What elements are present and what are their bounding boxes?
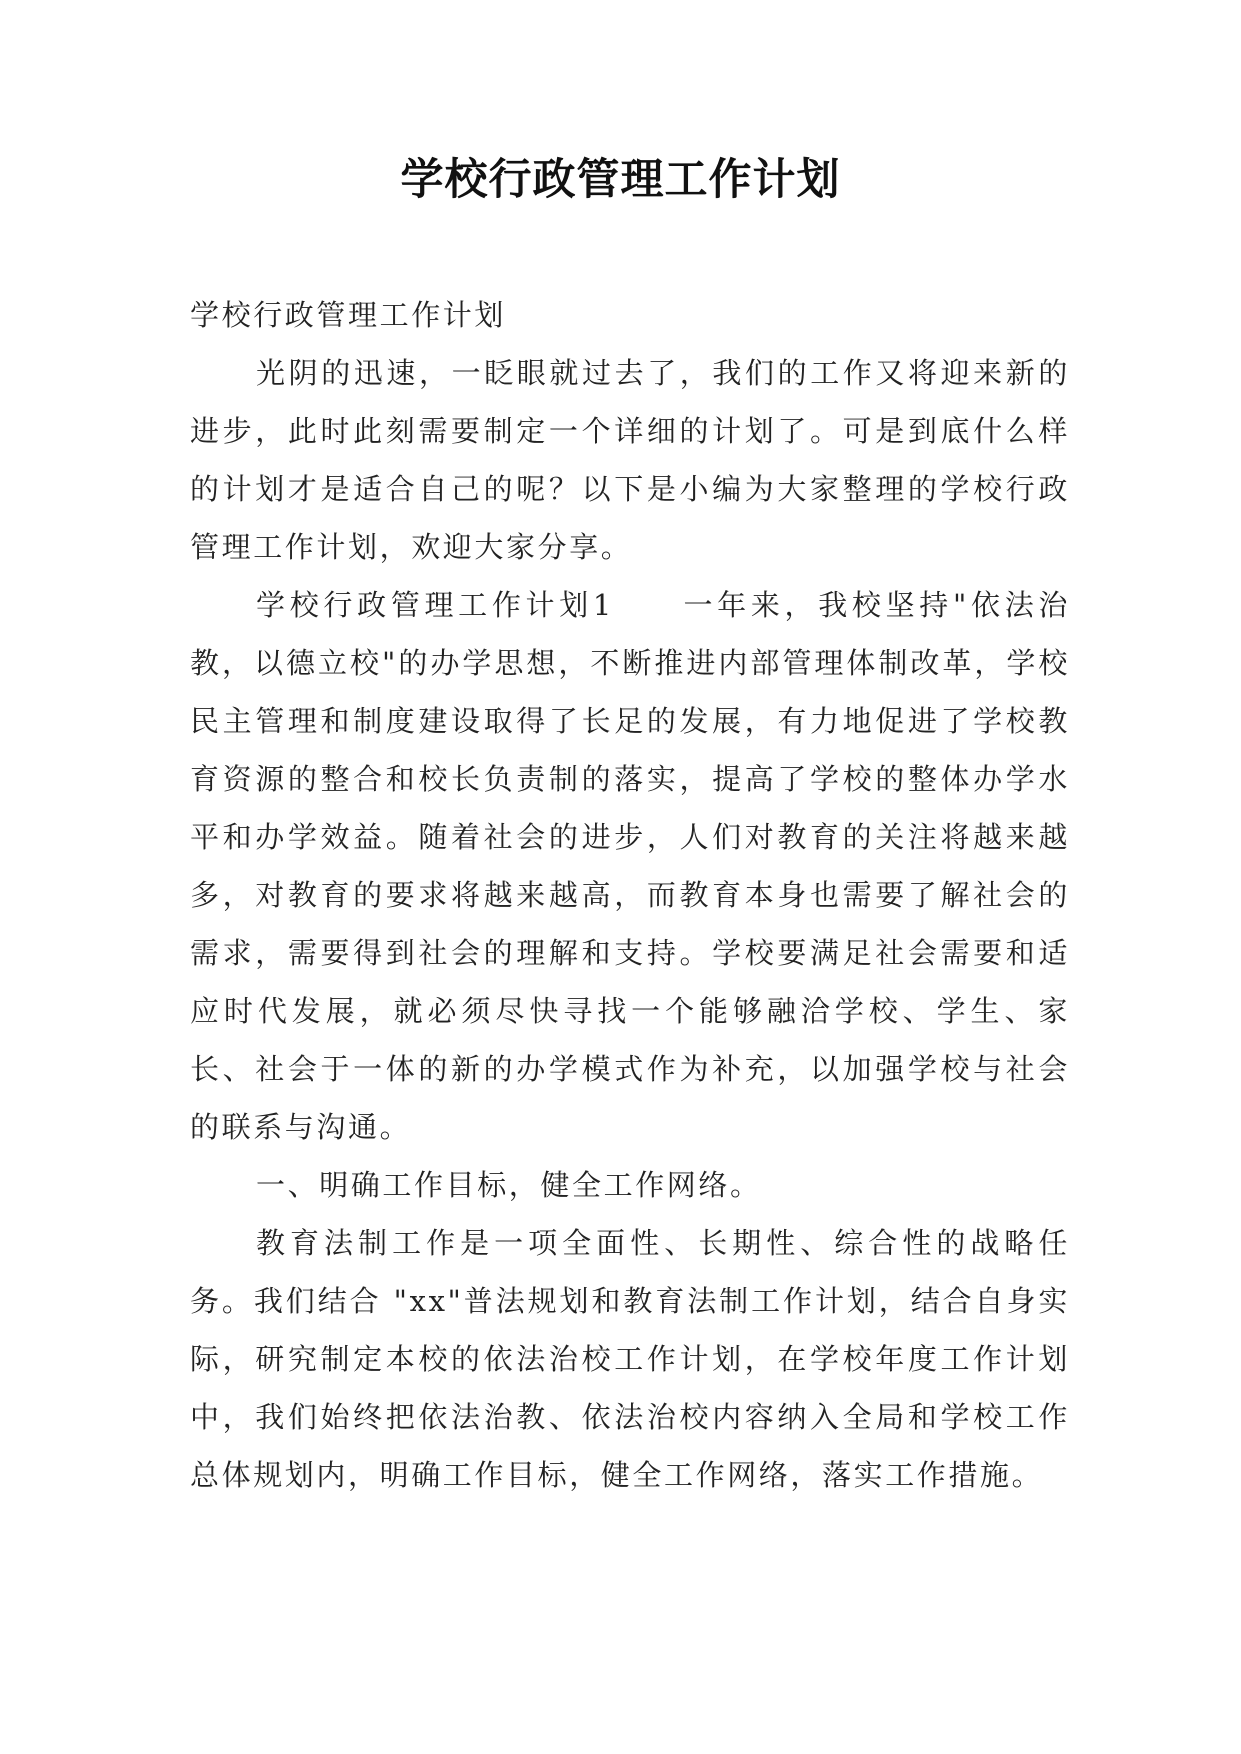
paragraph-section-1: 教育法制工作是一项全面性、长期性、综合性的战略任务。我们结合 "xx"普法规划和教育法制工作计划，结合自身实际，研究制定本校的依法治校工作计划，在学校年度工作计划中，我们始终把依法治教、依法治校内容纳入全局和学校工作总体规划内，明确工作目标，健全工作网络，落实工作措施。 [190, 1226, 1070, 1492]
document-body [190, 286, 1070, 1504]
paragraph-plan-1: 学校行政管理工作计划1 一年来，我校坚持"依法治教，以德立校"的办学思想，不断推进内部管理体制改革，学校民主管理和制度建设取得了长足的发展，有力地促进了学校教育资源的整合和校长负责制的落实，提高了学校的整体办学水平和办学效益。随着社会的进步，人们对教育的关注将越来越多，对教育的要求将越来越高，而教育本身也需要了解社会的需求，需要得到社会的理解和支持。学校要满足社会需要和适应时代发展，就必须尽快寻找一个能够融洽学校、学生、家长、社会于一体的新的办学模式作为补充，以加强学校与社会的联系与沟通。 [190, 588, 1070, 1144]
paragraph-intro: 光阴的迅速，一眨眼就过去了，我们的工作又将迎来新的进步，此时此刻需要制定一个详细的计划了。可是到底什么样的计划才是适合自己的呢？以下是小编为大家整理的学校行政管理工作计划，欢迎大家分享。 [190, 356, 1070, 564]
section-heading-1: 一、明确工作目标，健全工作网络。 [256, 1168, 762, 1202]
paragraph-subtitle: 学校行政管理工作计划 [190, 298, 507, 332]
document-title: 学校行政管理工作计划 [400, 155, 841, 205]
